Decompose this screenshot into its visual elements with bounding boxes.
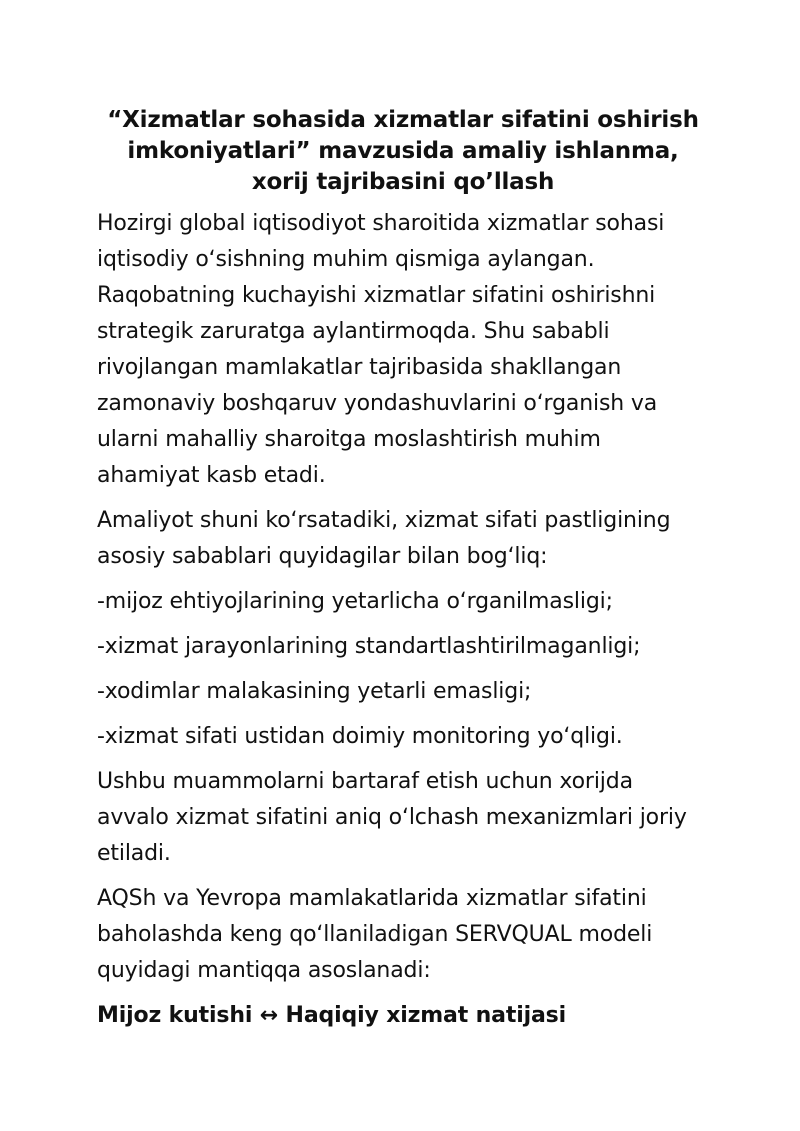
list-item: -xodimlar malakasining yetarli emasligi; (97, 679, 532, 704)
document-page (97, 105, 709, 1034)
solution-paragraph: Ushbu muammolarni bartaraf etish uchun xorijda avvalo xizmat sifatini aniq oʻlchash mexanizmlari joriy etiladi. (97, 769, 687, 866)
list-item: -mijoz ehtiyojlarining yetarlicha oʻrganilmasligi; (97, 589, 613, 614)
document-title: “Xizmatlar sohasida xizmatlar sifatini oshirish imkoniyatlari” mavzusida amaliy ishlanma, xorij tajribasini qo’llash (107, 107, 699, 195)
servqual-paragraph: AQSh va Yevropa mamlakatlarida xizmatlar sifatini baholashda keng qoʻllaniladigan SERVQUAL modeli quyidagi mantiqqa asoslanadi: (97, 886, 653, 983)
intro-paragraph: Hozirgi global iqtisodiyot sharoitida xizmatlar sohasi iqtisodiy oʻsishning muhim qismiga aylangan. Raqobatning kuchayishi xizmatlar sifatini oshirishni strategik zaruratga aylantirmoqda. Shu sababli rivojlangan mamlakatlar tajribasida shakllangan zamonaviy boshqaruv yondashuvlarini oʻrganish va ularni mahalliy sharoitga moslashtirish muhim ahamiyat kasb etadi. (97, 211, 665, 488)
list-item: -xizmat jarayonlarining standartlashtirilmaganligi; (97, 634, 641, 659)
causes-list (97, 584, 709, 755)
servqual-formula: Mijoz kutishi ↔ Haqiqiy xizmat natijasi (97, 1003, 567, 1028)
causes-paragraph: Amaliyot shuni koʻrsatadiki, xizmat sifati pastligining asosiy sabablari quyidagilar bilan bogʻliq: (97, 508, 671, 569)
list-item: -xizmat sifati ustidan doimiy monitoring yoʻqligi. (97, 724, 623, 749)
